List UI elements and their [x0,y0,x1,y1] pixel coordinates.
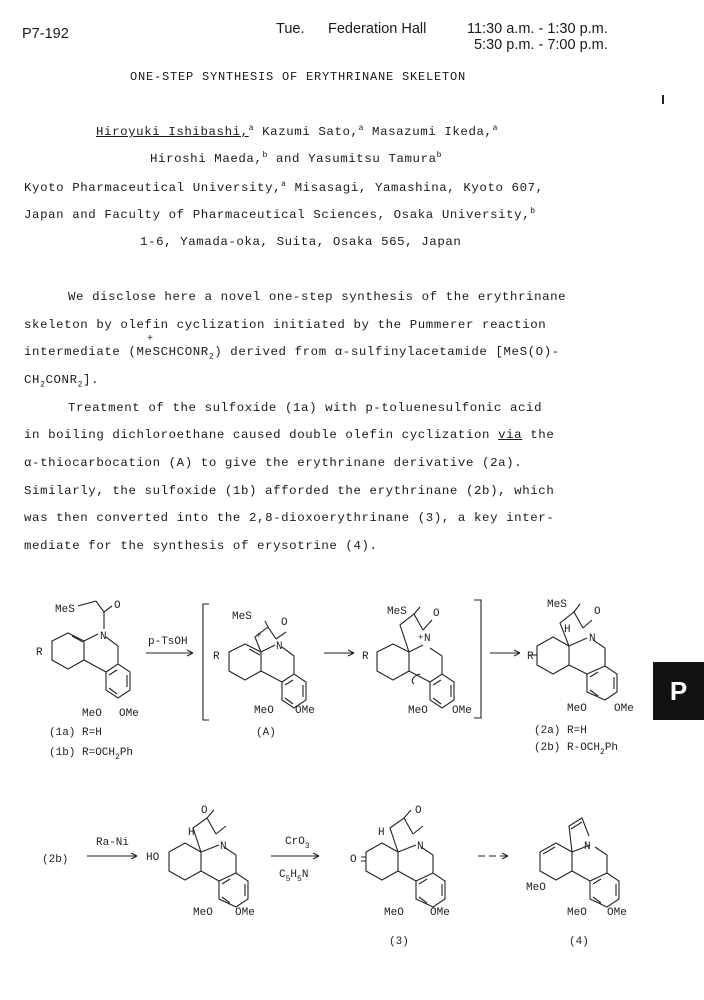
atom-ome: OMe [614,703,634,715]
label-1b-text: (1b) R=OCH [49,747,116,759]
cation-plus: + [418,633,424,643]
subscript: 2 [208,352,215,362]
label-2b-end: Ph [604,742,619,754]
label-2b-start: (2b) [42,854,69,866]
label-1b [49,747,133,762]
atom-n: N [417,841,424,853]
label-1a: (1a) R=H [49,727,102,739]
atom-ho: HO [146,852,160,864]
session-day: Tue. [276,21,305,37]
session-time-2: 5:30 p.m. - 7:00 p.m. [474,37,608,53]
affiliation-a-address: Misasagi, Yamashina, Kyoto 607, [294,181,544,196]
abstract-p2-line-6: mediate for the synthesis of erysotrine (4). [24,539,378,553]
text-span: CONR [45,373,78,387]
label-a: (A) [256,727,276,739]
affil-mark: a [281,180,287,189]
atom-mes: MeS [547,599,567,611]
abstract-p1-line-2: skeleton by olefin cyclization initiated by the Pummerer reaction [24,318,547,332]
author-2: Kazumi Sato, [262,125,359,140]
atom-r: R [527,651,534,663]
atom-o: O [114,600,121,612]
atom-meo: MeO [408,705,428,717]
atom-n: N [276,641,283,653]
text-span: intermediate (MeSCHCONR [24,345,209,359]
affil-mark: a [248,124,255,133]
subscript: 2 [600,748,605,757]
label-1b-end: Ph [119,747,134,759]
atom-n: N [584,841,591,853]
atom-ome: OMe [119,708,139,720]
atom-r: R [213,651,220,663]
author-presenting: Hiroyuki Ishibashi, [96,125,249,140]
affiliation-a-name: Kyoto Pharmaceutical University, [24,181,282,196]
session-time-1: 11:30 a.m. - 1:30 p.m. [467,21,608,37]
atom-ome: OMe [430,907,450,919]
atom-ome: OMe [235,907,255,919]
label-2a: (2a) R=H [534,725,587,737]
abstract-p2-line-1: Treatment of the sulfoxide (1a) with p-toluenesulfonic acid [68,401,543,415]
affiliation-b-name: Japan and Faculty of Pharmaceutical Sciences, Osaka University, [24,208,531,223]
atom-o: O [415,805,422,817]
atom-mes: MeS [387,606,407,618]
atom-r: R [36,647,43,659]
atom-h: H [188,827,195,839]
text-span-via: via [498,428,523,442]
atom-o: O [201,805,208,817]
label-4: (4) [569,936,589,948]
section-tab: P [653,662,704,720]
affil-mark: b [262,151,268,160]
reagent-pyridine-c: C [279,869,286,881]
atom-meo: MeO [567,703,587,715]
atom-h: H [564,624,571,636]
atom-o: O [281,617,288,629]
atom-o-ketone: O [350,854,357,866]
cation-plus: + [256,631,262,641]
affiliation-line-3: 1-6, Yamada-oka, Suita, Osaka 565, Japan [140,235,462,249]
reagent-rani: Ra-Ni [96,837,130,849]
author-3: Masazumi Ikeda, [372,125,493,140]
atom-meo: MeO [82,708,102,720]
subscript: 2 [115,753,120,762]
text-span: in boiling dichloroethane caused double olefin cyclization [24,428,499,442]
atom-r: R [362,651,369,663]
text-span: the [522,428,555,442]
abstract-p2-line-4: Similarly, the sulfoxide (1b) afforded the erythrinane (2b), which [24,484,555,498]
reagent-cro3-text: CrO [285,836,305,848]
atom-meo: MeO [567,907,587,919]
label-3: (3) [389,936,409,948]
affil-mark: b [530,207,536,216]
reagent-cro3: CrO$_3$ [285,836,310,851]
reagent-pyridine: $C_5H_5N$ [279,869,309,884]
session-venue: Federation Hall [328,21,427,37]
atom-o: O [594,606,601,618]
text-span: ]. [83,373,100,387]
label-2b [534,742,618,757]
atom-o: O [433,608,440,620]
atom-n: N [100,631,107,643]
atom-meo: MeO [384,907,404,919]
text-span: CH [24,373,41,387]
reagent-ptsoh: p-TsOH [148,636,188,648]
abstract-p2-line-3: α-thiocarbocation (A) to give the erythrinane derivative (2a). [24,456,523,470]
atom-n: N [589,633,596,645]
subscript: 2 [40,380,46,390]
atom-h: H [378,827,385,839]
atom-ome: OMe [607,907,627,919]
affil-mark: a [358,124,364,133]
abstract-p1-line-1: We disclose here a novel one-step synthesis of the erythrinane [68,290,567,304]
subscript: 2 [77,380,84,390]
atom-mes: MeS [55,604,75,616]
atom-meo: MeO [193,907,213,919]
abstract-code: P7-192 [22,26,69,42]
affil-mark: a [492,124,498,133]
scheme-labels [36,599,634,948]
atom-ome: OMe [452,705,472,717]
paper-title: ONE-STEP SYNTHESIS OF ERYTHRINANE SKELETON [130,70,467,84]
author-5: and Yasumitsu Tamura [275,152,437,167]
atom-mes: MeS [232,611,252,623]
affil-mark: b [436,151,443,160]
label-2b-text: (2b) R-OCH [534,742,601,754]
author-4: Hiroshi Maeda, [150,152,263,167]
atom-meo: MeO [254,705,274,717]
atom-meo: MeO [526,882,546,894]
atom-ome: OMe [295,705,315,717]
text-span: ) derived from α-sulfinylacetamide [MeS(O)- [214,345,560,359]
abstract-p2-line-5: was then converted into the 2,8-dioxoerythrinane (3), a key inter- [24,511,555,525]
atom-n: N [424,633,431,645]
atom-n: N [220,841,227,853]
cation-plus: + [147,334,154,345]
